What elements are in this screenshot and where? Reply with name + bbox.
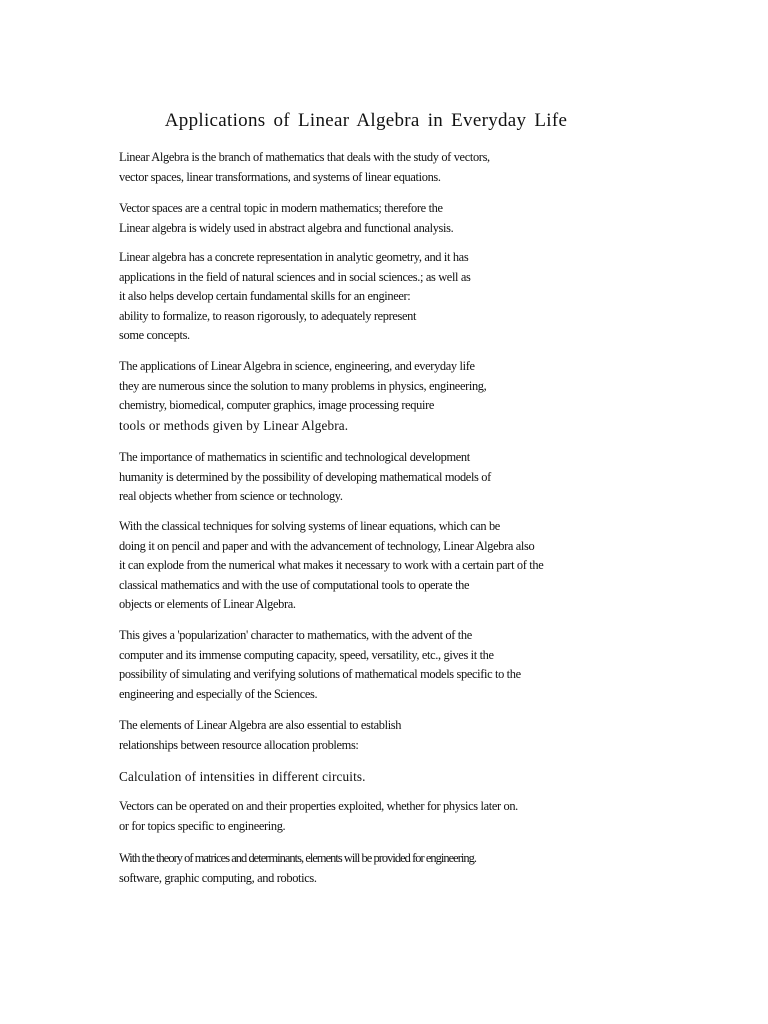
- paragraph-5: [119, 448, 491, 507]
- text-line: or for topics specific to engineering.: [119, 818, 286, 833]
- text-line: computer and its immense computing capacity, speed, versatility, etc., gives it the: [119, 647, 494, 662]
- text-line: objects or elements of Linear Algebra.: [119, 597, 296, 611]
- paragraph-3: [119, 248, 471, 346]
- text-line: possibility of simulating and verifying solutions of mathematical models specific to the: [119, 667, 521, 681]
- text-line: This gives a 'popularization' character to mathematics, with the advent of the: [119, 628, 472, 642]
- paragraph-10: [119, 797, 518, 836]
- text-line: software, graphic computing, and robotics.: [119, 870, 317, 885]
- text-line: chemistry, biomedical, computer graphics, image processing require: [119, 398, 435, 412]
- paragraph-7: [119, 626, 521, 704]
- text-line: With the theory of matrices and determinants, elements will be provided for engineering.: [119, 851, 477, 865]
- text-line: The elements of Linear Algebra are also essential to establish: [119, 718, 402, 732]
- text-line: real objects whether from science or technology.: [119, 489, 343, 503]
- text-line: classical mathematics and with the use of computational tools to operate the: [119, 577, 470, 592]
- text-line: doing it on pencil and paper and with the advancement of technology, Linear Algebra also: [119, 538, 535, 553]
- text-line: it can explode from the numerical what makes it necessary to work with a certain part of the: [119, 558, 544, 572]
- paragraph-9: [119, 767, 366, 787]
- paragraph-8: [119, 716, 401, 755]
- text-line: some concepts.: [119, 328, 190, 342]
- text-line: Vector spaces are a central topic in modern mathematics; therefore the: [119, 201, 443, 215]
- text-line: Vectors can be operated on and their properties exploited, whether for physics later on.: [119, 799, 518, 813]
- text-line: engineering and especially of the Sciences.: [119, 686, 318, 701]
- text-line: it also helps develop certain fundamental skills for an engineer:: [119, 289, 411, 303]
- paragraph-1: [119, 148, 490, 187]
- text-line: humanity is determined by the possibility of developing mathematical models of: [119, 469, 491, 484]
- text-line: vector spaces, linear transformations, and systems of linear equations.: [119, 169, 441, 184]
- paragraph-6: [119, 517, 543, 615]
- text-line: Linear algebra has a concrete representation in analytic geometry, and it has: [119, 250, 469, 264]
- paragraph-4: [119, 357, 486, 435]
- text-line: Linear algebra is widely used in abstract algebra and functional analysis.: [119, 220, 454, 235]
- text-line: ability to formalize, to reason rigorously, to adequately represent: [119, 308, 417, 323]
- paragraph-2: [119, 199, 453, 238]
- text-line: relationships between resource allocation problems:: [119, 737, 359, 752]
- text-line: tools or methods given by Linear Algebra.: [119, 417, 349, 433]
- text-line: Calculation of intensities in different circuits.: [119, 769, 366, 784]
- text-line: they are numerous since the solution to many problems in physics, engineering,: [119, 378, 487, 393]
- text-line: applications in the field of natural sciences and in social sciences.; as well as: [119, 269, 471, 284]
- paragraph-11: [119, 849, 476, 888]
- text-line: Linear Algebra is the branch of mathematics that deals with the study of vectors,: [119, 150, 490, 164]
- text-line: With the classical techniques for solving systems of linear equations, which can be: [119, 519, 500, 533]
- text-line: The applications of Linear Algebra in science, engineering, and everyday life: [119, 359, 475, 373]
- text-line: The importance of mathematics in scientific and technological development: [119, 450, 470, 464]
- document-title: Applications of Linear Algebra in Everyday Life: [164, 110, 568, 131]
